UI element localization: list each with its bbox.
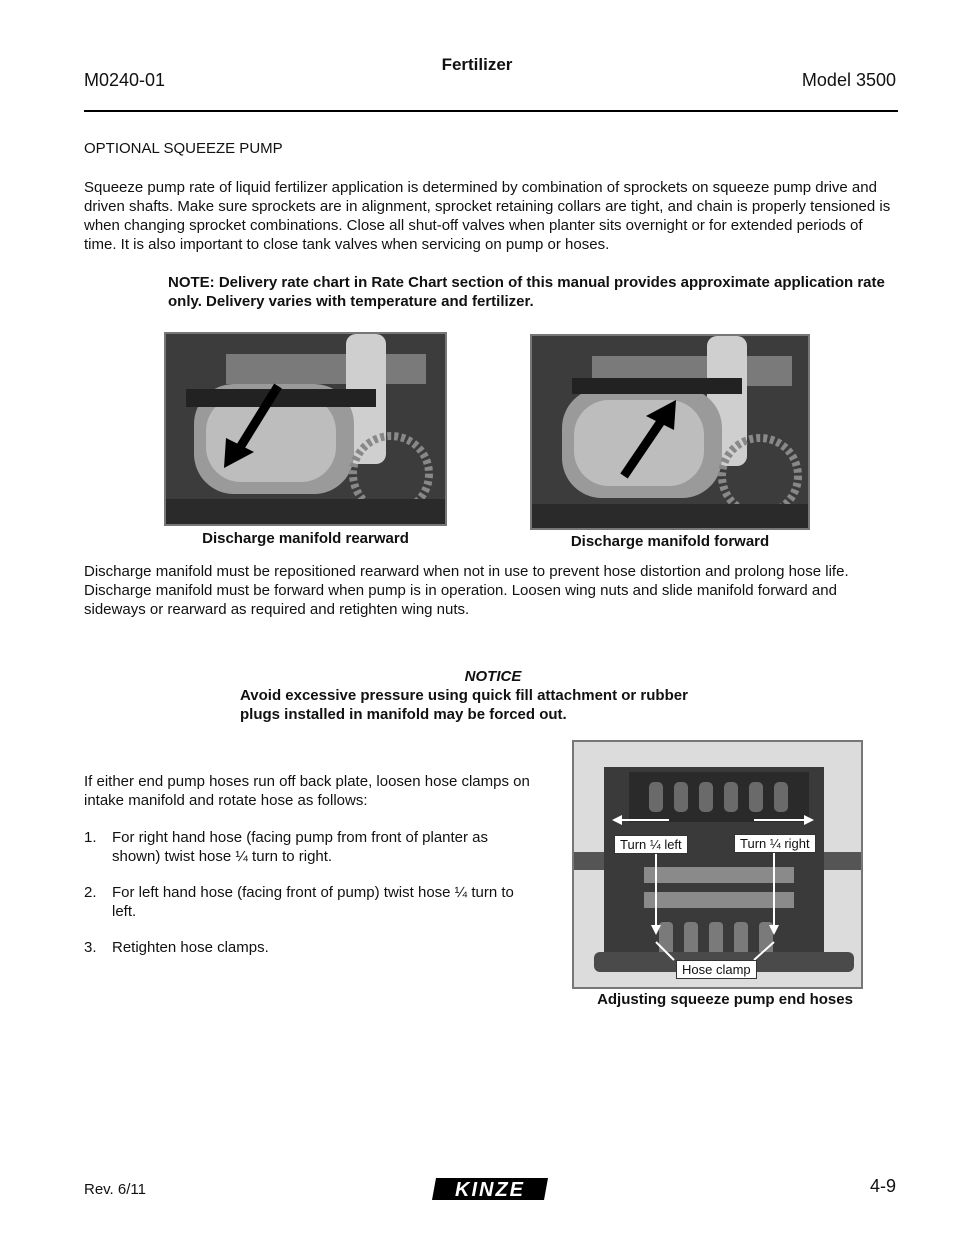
- photo-manifold-rearward: [164, 332, 447, 526]
- step-text: For left hand hose (facing front of pump) twist hose ¼ turn to left.: [112, 884, 514, 920]
- step-number: 1.: [84, 829, 97, 846]
- photo-end-hoses: [572, 740, 863, 989]
- step-text: Retighten hose clamps.: [112, 939, 269, 956]
- notice-title: NOTICE: [464, 668, 522, 685]
- list-item: [84, 828, 524, 866]
- callout-hose-clamp: Hose clamp: [676, 960, 757, 979]
- caption-end-hoses: Adjusting squeeze pump end hoses: [597, 991, 853, 1008]
- logo-text: KINZE: [455, 1179, 525, 1201]
- caption-forward: Discharge manifold forward: [570, 533, 770, 550]
- step-number: 2.: [84, 884, 97, 901]
- callout-turn-left: Turn ¼ left: [614, 835, 688, 854]
- revision-label: Rev. 6/11: [84, 1181, 146, 1198]
- manifold-paragraph: Discharge manifold must be repositioned rearward when not in use to prevent hose distortion and prolong hose life. Discharge manifold must be forward when pump is in operation. Loosen wing nuts and slide manifold forward and sideways or rearward as required and retighten wing nuts.: [84, 563, 849, 618]
- intro-paragraph: Squeeze pump rate of liquid fertilizer application is determined by combination of sprockets on squeeze pump drive and driven shafts. Make sure sprockets are in alignment, sprocket retaining collars are tight, and chain is properly tensioned is when changing sprocket combinations. Close all shut-off valves when planter sits overnight or for extended periods of time. It is also important to close tank valves when servicing on pump or hoses.: [84, 179, 891, 253]
- note-text: NOTE: Delivery rate chart in Rate Chart section of this manual provides approximate application rate only. Delivery varies with temperature and fertilizer.: [168, 274, 885, 310]
- document-number: M0240-01: [84, 70, 166, 90]
- section-title: Fertilizer: [441, 55, 513, 74]
- callout-turn-right: Turn ¼ right: [734, 834, 816, 853]
- step-text: For right hand hose (facing pump from front of planter as shown) twist hose ¼ turn to right.: [112, 829, 489, 865]
- step-number: 3.: [84, 939, 97, 956]
- kinze-logo: [430, 1176, 550, 1207]
- hose-paragraph: If either end pump hoses run off back plate, loosen hose clamps on intake manifold and rotate hose as follows:: [84, 773, 530, 809]
- photo-manifold-forward: [530, 334, 810, 530]
- page-number: 4-9: [869, 1176, 896, 1196]
- list-item: [84, 938, 524, 957]
- section-heading: OPTIONAL SQUEEZE PUMP: [84, 140, 283, 157]
- model-label: Model 3500: [801, 70, 896, 90]
- header-rule: [84, 110, 898, 112]
- list-item: [84, 883, 524, 921]
- notice-body: Avoid excessive pressure using quick fill attachment or rubber plugs installed in manifold may be forced out.: [240, 687, 688, 723]
- hose-steps-list: [84, 828, 524, 974]
- caption-rearward: Discharge manifold rearward: [202, 530, 409, 547]
